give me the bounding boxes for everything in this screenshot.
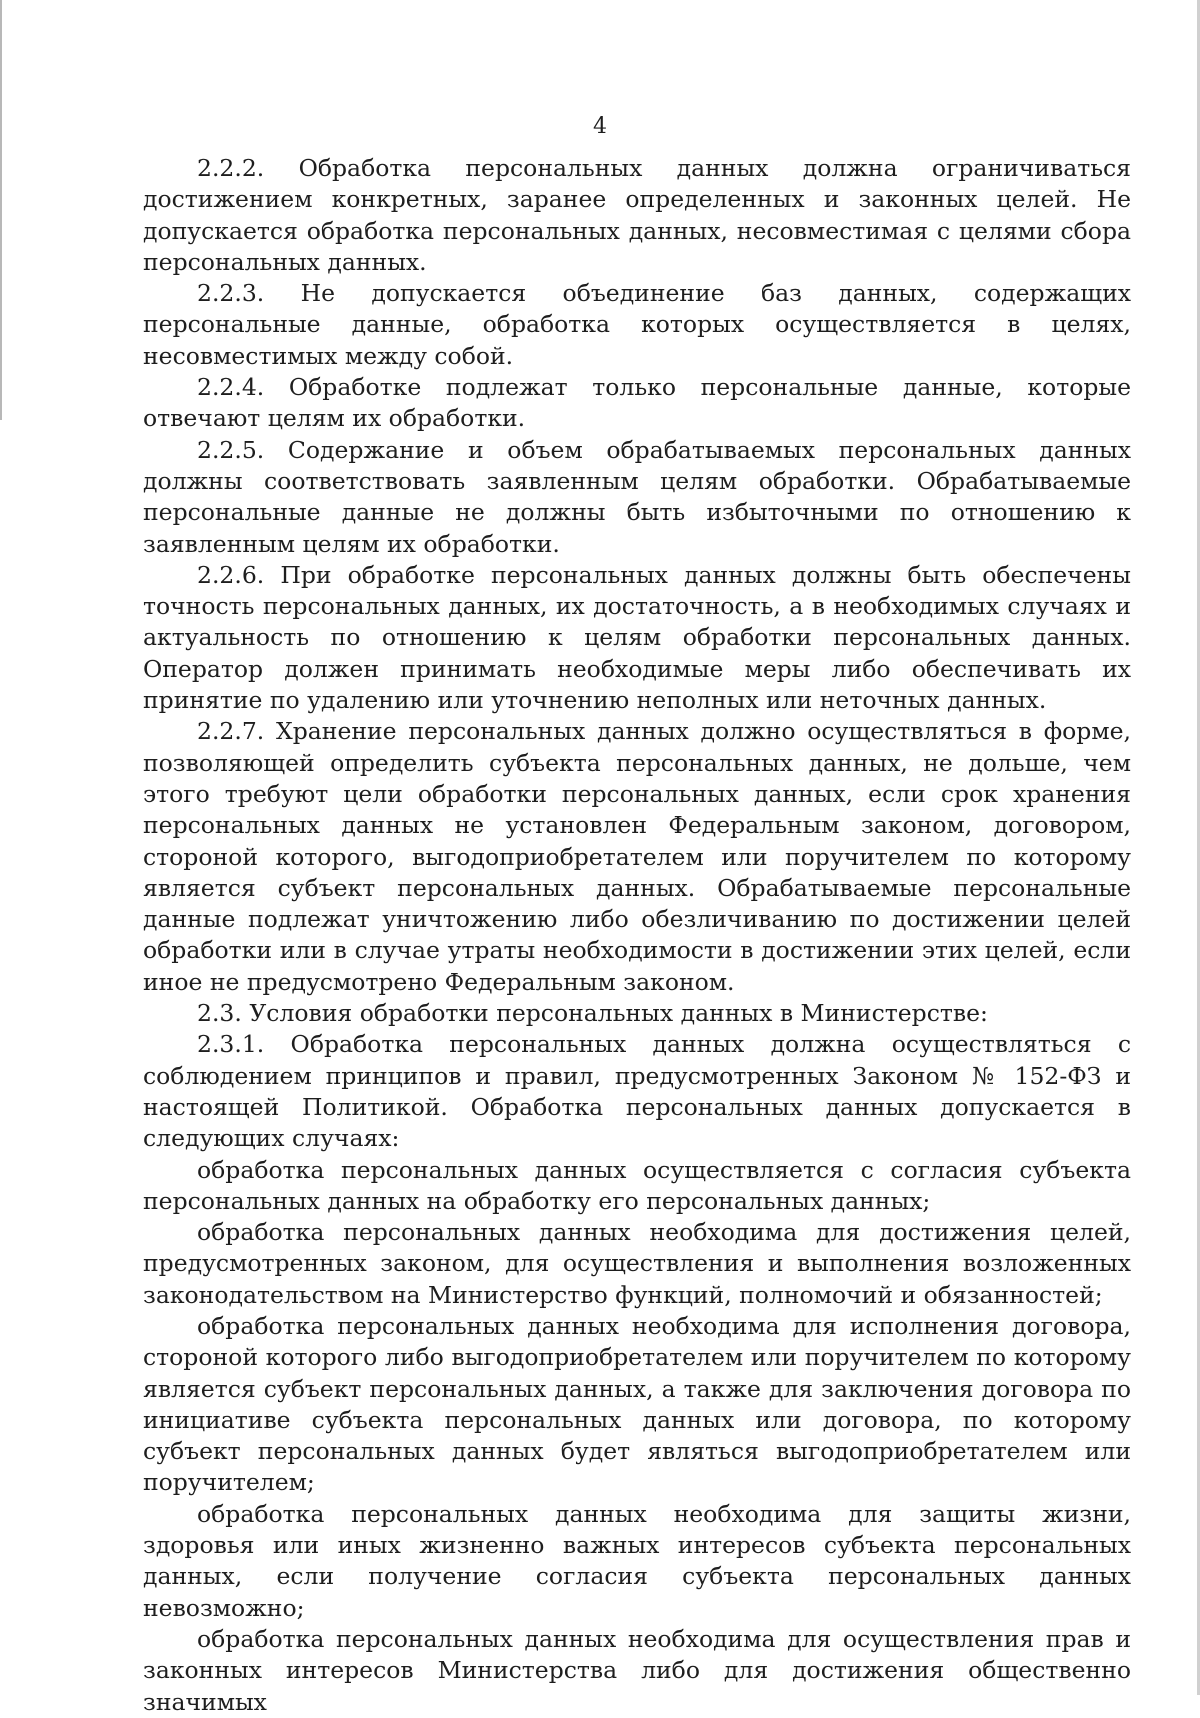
paragraph-2-3: 2.3. Условия обработки персональных данных в Министерстве: [197,999,988,1028]
list-item-consent: обработка персональных данных осуществляется с согласия субъекта персональных данных на обработку его персональных данных; [143,1155,1131,1215]
list-item-contract: обработка персональных данных необходима для исполнения договора, стороной которого либо выгодоприобретателем или поручителем по которому является субъект персональных данных, а также для заключения договора по инициативе субъекта персональных данных или договора, по которому субъект персональных данных будет являться выгодоприобретателем или поручителем; [143,1311,1131,1497]
page-number: 4 [593,114,607,139]
list-item-legal-purpose: обработка персональных данных необходима для достижения целей, предусмотренных законом, для осуществления и выполнения возложенных законодательством на Министерство функций, полномочий и обязанностей; [143,1218,1131,1309]
paragraph-2-2-7: 2.2.7. Хранение персональных данных должно осуществляться в форме, позволяющей определить субъекта персональных данных, не дольше, чем этого требуют цели обработки персональных данных, если срок хранения персональных данных не установлен Федеральным законом, договором, стороной которого, выгодоприобретателем или поручителем по которому является субъект персональных данных. Обрабатываемые персональные данные подлежат уничтожению либо обезличиванию по достижении целей обработки или в случае утраты необходимости в достижении этих целей, если иное не предусмотрено Федеральным законом. [143,717,1131,996]
paragraph-2-3-1: 2.3.1. Обработка персональных данных должна осуществляться с соблюдением принципов и правил, предусмотренных Законом № 152-ФЗ и настоящей Политикой. Обработка персональных данных допускается в следующих случаях: [143,1030,1131,1153]
document-body [143,153,1131,1718]
paragraph-2-2-5: 2.2.5. Содержание и объем обрабатываемых персональных данных должны соответствовать заявленным целям обработки. Обрабатываемые персональные данные не должны быть избыточными по отношению к заявленным целям их обработки. [143,435,1131,558]
scan-left-edge [0,0,2,420]
list-item-rights-interests: обработка персональных данных необходима для осуществления прав и законных интересов Министерства либо для достижения общественно значимых [143,1624,1131,1716]
paragraph-2-2-3: 2.2.3. Не допускается объединение баз данных, содержащих персональные данные, обработка которых осуществляется в целях, несовместимых между собой. [143,279,1131,370]
paragraph-2-2-6: 2.2.6. При обработке персональных данных должны быть обеспечены точность персональных данных, их достаточность, а в необходимых случаях и актуальность по отношению к целям обработки персональных данных. Оператор должен принимать необходимые меры либо обеспечивать их принятие по удалению или уточнению неполных или неточных данных. [143,560,1131,715]
paragraph-2-2-2: 2.2.2. Обработка персональных данных должна ограничиваться достижением конкретных, заранее определенных и законных целей. Не допускается обработка персональных данных, несовместимая с целями сбора персональных данных. [143,154,1131,276]
paragraph-2-2-4: 2.2.4. Обработке подлежат только персональные данные, которые отвечают целям их обработки. [143,373,1131,433]
list-item-vital-interests: обработка персональных данных необходима для защиты жизни, здоровья или иных жизненно важных интересов субъекта персональных данных, если получение согласия субъекта персональных данных невозможно; [143,1499,1131,1622]
